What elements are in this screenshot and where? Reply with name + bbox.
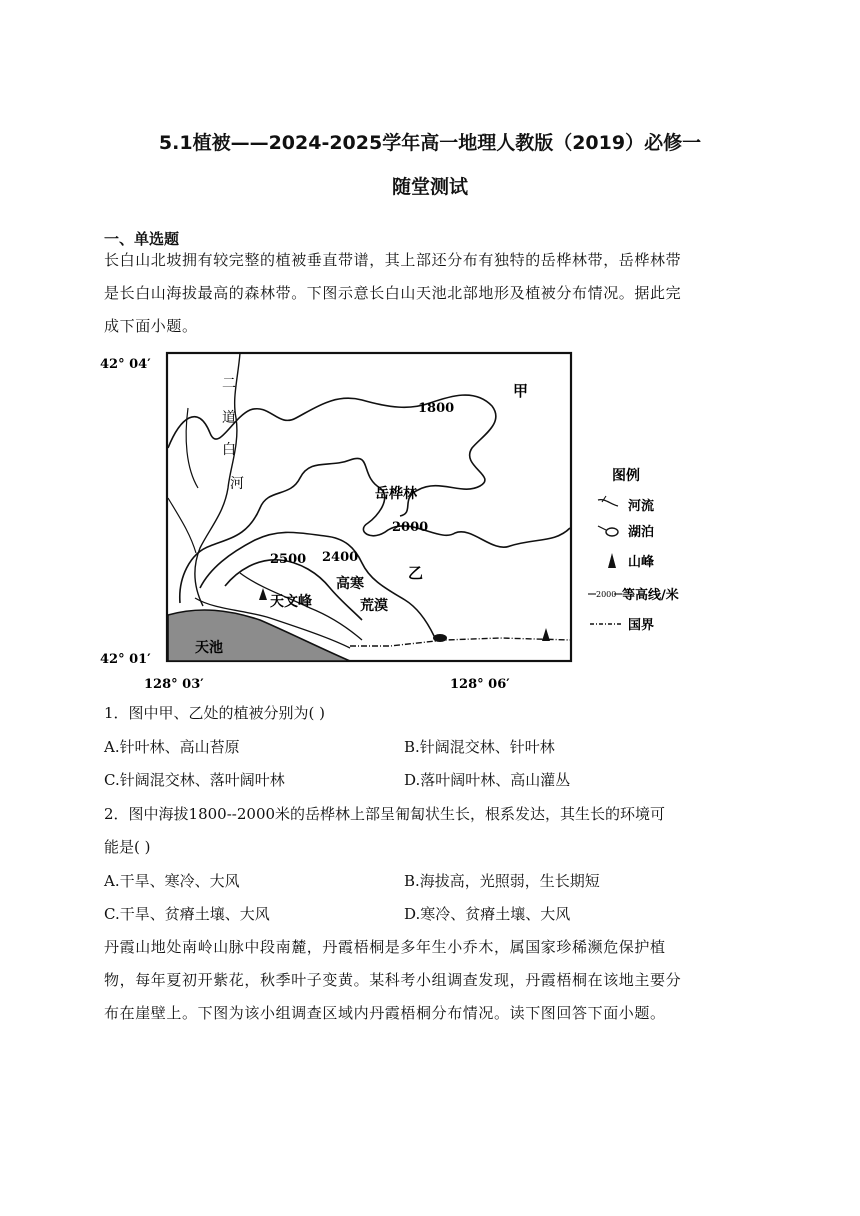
q1-option-d[interactable]: D.落叶阔叶林、高山灌丛 (404, 771, 571, 789)
label-tundra-line-2: 荒漠 (360, 598, 388, 614)
q1-option-c[interactable]: C.针阔混交林、落叶阔叶林 (104, 771, 285, 789)
title-line-2: 随堂测试 (391, 176, 468, 198)
legend-peak-icon (608, 553, 616, 568)
legend-contour-label: 等高线/米 (622, 588, 679, 603)
lon-left-label: 128° 03′ (144, 677, 204, 688)
river-name-char-2: 道 (222, 410, 236, 426)
intro-passage-2 (104, 931, 752, 1030)
map-legend (588, 467, 679, 633)
intro-2-line-3: 布在崖壁上。下图为该小组调查区域内丹霞梧桐分布情况。读下图回答下面小题。 (104, 1004, 666, 1022)
legend-contour-sample: 2000 (596, 590, 617, 599)
label-birch-forest: 岳桦林 (375, 486, 417, 502)
national-border (350, 638, 571, 646)
lon-right-label: 128° 06′ (450, 677, 510, 688)
legend-border-label: 国界 (628, 618, 655, 633)
legend-title: 图例 (612, 468, 640, 484)
intro-1-line-2: 是长白山海拔最高的森林带。下图示意长白山天池北部地形及植被分布情况。据此完 (104, 284, 682, 302)
small-lake-icon (433, 634, 447, 642)
changbai-map-figure (100, 348, 720, 688)
peak-icon-2 (542, 628, 550, 641)
legend-river-label: 河流 (628, 499, 655, 514)
river-branch-1 (168, 498, 196, 553)
intro-2-line-2: 物，每年夏初开紫花，秋季叶子变黄。某科考小组调查发现，丹霞梧桐在该地主要分 (104, 971, 682, 989)
contour-label-2000: 2000 (392, 520, 429, 535)
lat-bottom-label: 42° 01′ (100, 652, 151, 667)
river-branch-2 (186, 408, 198, 488)
question-1-stem: 1．图中甲、乙处的植被分别为( ) (104, 704, 326, 722)
q1-option-a[interactable]: A.针叶林、高山苔原 (104, 738, 240, 756)
river-name-char-1: 二 (222, 376, 236, 392)
label-tianwen-peak: 天文峰 (270, 594, 312, 610)
contour-label-2500: 2500 (270, 552, 307, 567)
section-heading: 一、单选题 (104, 230, 180, 248)
river-name-char-4: 河 (230, 476, 244, 492)
question-2-stem-line-2: 能是( ) (104, 838, 151, 856)
q2-option-b[interactable]: B.海拔高，光照弱，生长期短 (404, 872, 600, 890)
intro-passage-1 (104, 244, 752, 343)
q1-option-b[interactable]: B.针阔混交林、针叶林 (404, 738, 555, 756)
intro-1-line-3: 成下面小题。 (104, 317, 198, 335)
lat-top-label: 42° 04′ (100, 357, 151, 372)
label-yi: 乙 (408, 564, 424, 582)
q2-option-d[interactable]: D.寒冷、贫瘠土壤、大风 (404, 905, 571, 923)
contour-label-2400: 2400 (322, 550, 359, 565)
title-line-1: 5.1植被——2024-2025学年高一地理人教版（2019）必修一 (158, 132, 702, 154)
label-tundra-line-1: 高寒 (336, 576, 364, 592)
q2-option-c[interactable]: C.干旱、贫瘠土壤、大风 (104, 905, 270, 923)
peak-tianwen-icon (259, 588, 267, 600)
label-jia: 甲 (513, 382, 529, 400)
legend-peak-label: 山峰 (628, 555, 655, 570)
label-tianchi: 天池 (195, 640, 223, 656)
legend-river-icon (598, 500, 618, 506)
intro-2-line-1: 丹霞山地处南岭山脉中段南麓，丹霞梧桐是多年生小乔木，属国家珍稀濒危保护植 (104, 938, 666, 956)
legend-lake-icon (606, 528, 618, 536)
contour-label-1800: 1800 (418, 401, 455, 416)
intro-1-line-1: 长白山北坡拥有较完整的植被垂直带谱，其上部还分布有独特的岳桦林带，岳桦林带 (104, 251, 682, 269)
question-2-stem-line-1: 2．图中海拔1800--2000米的岳桦林上部呈匍匐状生长，根系发达，其生长的环境可 (104, 805, 666, 823)
q2-option-a[interactable]: A.干旱、寒冷、大风 (104, 872, 240, 890)
legend-lake-label: 湖泊 (628, 525, 655, 540)
river-name-char-3: 白 (222, 442, 236, 458)
